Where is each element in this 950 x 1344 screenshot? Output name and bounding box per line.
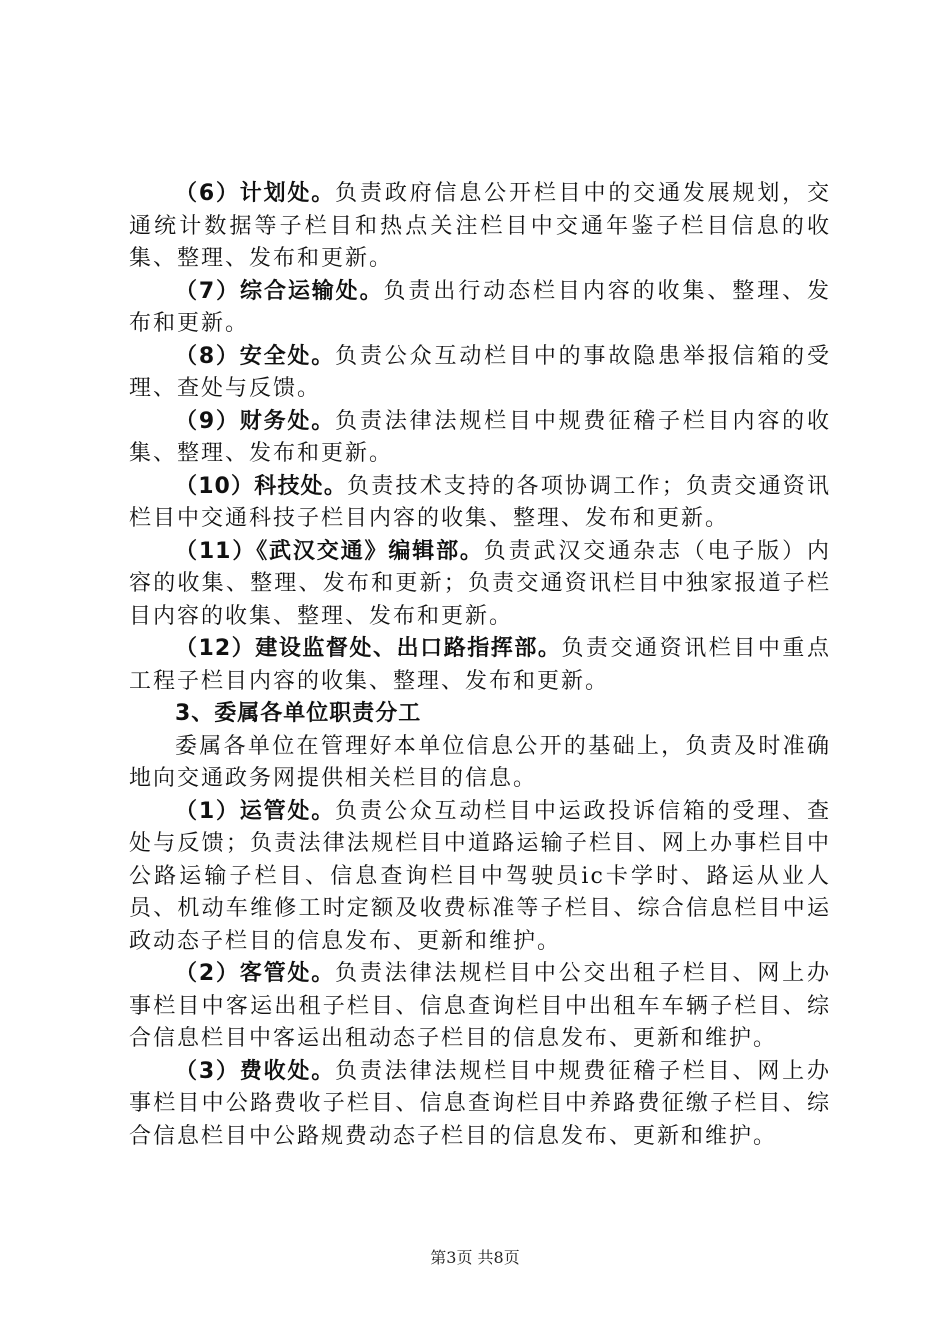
paragraph-text: 负责法律法规栏目中公交出租子栏目、网上办事栏目中客运出租子栏目、信息查询栏目中出租车车辆子栏目、综合信息栏目中客运出租动态子栏目的信息发布、更新和维护。 <box>129 961 831 1051</box>
paragraph-lead: （10）科技处。 <box>175 473 348 499</box>
paragraph-text: 负责法律法规栏目中规费征稽子栏目、网上办事栏目中公路费收子栏目、信息查询栏目中养路费征缴子栏目、综合信息栏目中公路规费动态子栏目的信息发布、更新和维护。 <box>129 1058 831 1149</box>
paragraph-unit-passenger-management <box>129 958 831 1056</box>
paragraph-text: 负责技术支持的各项协调工作；负责交通资讯栏目中交通科技子栏目内容的收集、整理、发布和更新。 <box>129 473 831 531</box>
paragraph-planning <box>129 178 831 276</box>
paragraph-lead: （3）费收处。 <box>175 1058 336 1084</box>
paragraph-transport <box>129 276 831 341</box>
paragraph-unit-fee-collection <box>129 1056 831 1154</box>
paragraph-construction <box>129 633 831 698</box>
paragraph-unit-transport-management <box>129 796 831 959</box>
paragraph-finance <box>129 406 831 471</box>
paragraph-lead: （1）运管处。 <box>175 798 336 824</box>
page-footer: 第3页 共8页 <box>430 1248 520 1267</box>
paragraph-text: 负责政府信息公开栏目中的交通发展规划，交通统计数据等子栏目和热点关注栏目中交通年鉴子栏目信息的收集、整理、发布和更新。 <box>129 181 831 271</box>
paragraph-editorial <box>129 536 831 634</box>
paragraph-safety <box>129 341 831 406</box>
paragraph-text: 负责公众互动栏目中的事故隐患举报信箱的受理、查处与反馈。 <box>129 343 831 401</box>
paragraph-text: 负责出行动态栏目内容的收集、整理、发布和更新。 <box>129 278 831 336</box>
paragraph-lead: （11）《武汉交通》编辑部。 <box>175 538 484 564</box>
paragraph-text: 负责法律法规栏目中规费征稽子栏目内容的收集、整理、发布和更新。 <box>129 408 831 466</box>
paragraph-text: 负责武汉交通杂志（电子版）内容的收集、整理、发布和更新；负责交通资讯栏目中独家报道子栏目内容的收集、整理、发布和更新。 <box>129 538 831 629</box>
paragraph-lead: （6）计划处。 <box>175 181 336 206</box>
paragraph-lead: （2）客管处。 <box>175 961 336 986</box>
paragraph-text: 负责公众互动栏目中运政投诉信箱的受理、查处与反馈；负责法律法规栏目中道路运输子栏目、网上办事栏目中公路运输子栏目、信息查询栏目中驾驶员ic卡学时、路运从业人员、机动车维修工时定额及收费标准等子栏目、综合信息栏目中运政动态子栏目的信息发布、更新和维护。 <box>129 798 831 954</box>
paragraph-text: 负责交通资讯栏目中重点工程子栏目内容的收集、整理、发布和更新。 <box>129 636 831 694</box>
section-intro: 委属各单位在管理好本单位信息公开的基础上，负责及时准确地向交通政务网提供相关栏目的信息。 <box>129 733 831 791</box>
paragraph-lead: （9）财务处。 <box>175 408 336 434</box>
paragraph-lead: （8）安全处。 <box>175 343 336 369</box>
paragraph-technology <box>129 471 831 536</box>
section-heading: 3、委属各单位职责分工 <box>175 701 422 726</box>
paragraph-lead: （12）建设监督处、出口路指挥部。 <box>175 636 562 661</box>
document-body <box>129 178 831 1153</box>
paragraph-lead: （7）综合运输处。 <box>175 278 384 304</box>
